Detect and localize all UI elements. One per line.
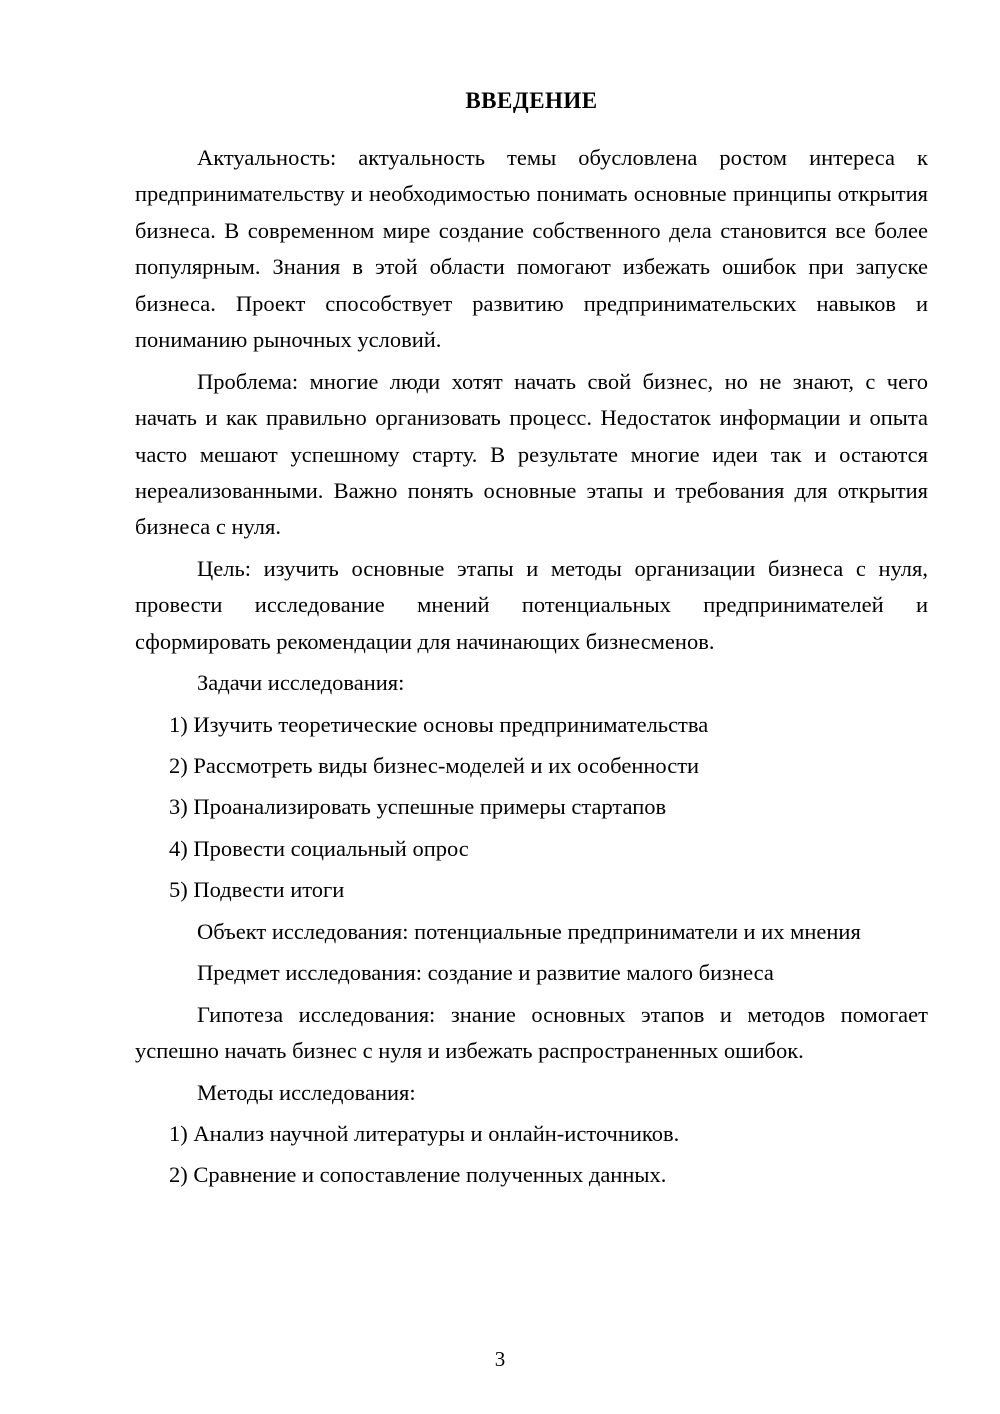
paragraph-hypothesis: Гипотеза исследования: знание основных этапов и методов помогает успешно начать бизнес с нуля и избежать распространенных ошибок.: [135, 1001, 928, 1064]
list-item: 2) Рассмотреть виды бизнес-моделей и их особенности: [169, 753, 700, 778]
paragraph-relevance: Актуальность: актуальность темы обусловлена ростом интереса к предпринимательству и необходимостью понимать основные принципы открытия бизнеса. В современном мире создание собственного дела становится все более популярным. Знания в этой области помогают избежать ошибок при запуске бизнеса. Проект способствует развитию предпринимательских навыков и пониманию рыночных условий.: [135, 145, 928, 353]
list-item: 1) Анализ научной литературы и онлайн-источников.: [169, 1120, 680, 1146]
list-item: 4) Провести социальный опрос: [169, 835, 469, 861]
paragraph-problem: Проблема: многие люди хотят начать свой бизнес, но не знают, с чего начать и как правильно организовать процесс. Недостаток информации и опыта часто мешают успешному старту. В результате многие идеи так и остаются нереализованными. Важно понять основные этапы и требования для открытия бизнеса с нуля.: [135, 368, 928, 540]
list-item: 5) Подвести итоги: [169, 877, 345, 903]
methods-heading: Методы исследования:: [197, 1079, 416, 1105]
list-item: 2) Сравнение и сопоставление полученных данных.: [169, 1162, 667, 1188]
page-title: ВВЕДЕНИЕ: [465, 88, 598, 113]
list-item: 1) Изучить теоретические основы предпринимательства: [169, 711, 709, 737]
list-item: 3) Проанализировать успешные примеры стартапов: [169, 794, 667, 820]
paragraph-object: Объект исследования: потенциальные предприниматели и их мнения: [197, 918, 861, 944]
tasks-heading: Задачи исследования:: [197, 670, 405, 696]
paragraph-subject: Предмет исследования: создание и развитие малого бизнеса: [197, 960, 774, 986]
paragraph-goal: Цель: изучить основные этапы и методы организации бизнеса с нуля, провести исследование мнений потенциальных предпринимателей и сформировать рекомендации для начинающих бизнесменов.: [135, 555, 928, 654]
page-number: 3: [494, 1347, 506, 1371]
